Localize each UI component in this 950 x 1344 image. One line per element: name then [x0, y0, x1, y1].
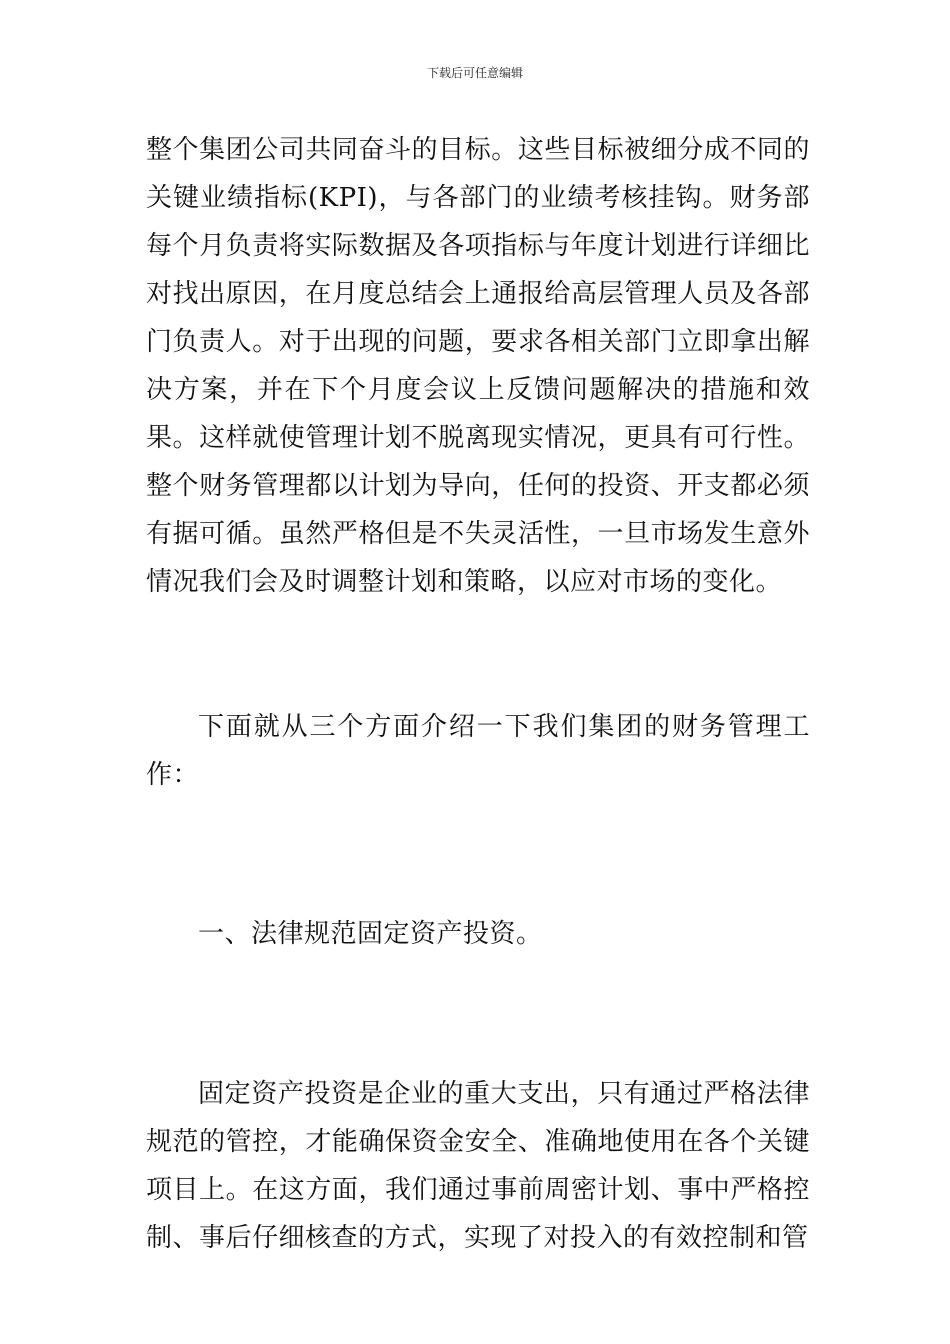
intro-paragraph: 下面就从三个方面介绍一下我们集团的财务管理工作： [146, 712, 810, 790]
body-paragraph-continuation: 整个集团公司共同奋斗的目标。这些目标被细分成不同的关键业绩指标(KPI)，与各部门的业绩考核挂钩。财务部每个月负责将实际数据及各项指标与年度计划进行详细比对找出原因，在月度总结会上通报给高层管理人员及各部门负责人。对于出现的问题，要求各相关部门立即拿出解决方案，并在下个月度会议上反馈问题解决的措施和效果。这样就使管理计划不脱离现实情况，更具有可行性。整个财务管理都以计划为导向，任何的投资、开支都必须有据可循。虽然严格但是不失灵活性，一旦市场发生意外情况我们会及时调整计划和策略，以应对市场的变化。 [146, 135, 810, 597]
document-body [146, 126, 810, 1262]
body-paragraph: 固定资产投资是企业的重大支出，只有通过严格法律规范的管控，才能确保资金安全、准确地使用在各个关键项目上。在这方面，我们通过事前周密计划、事中严格控制、事后仔细核查的方式，实现了对投入的有效控制和管 [146, 1079, 810, 1253]
section-heading: 一、法律规范固定资产投资。 [198, 919, 543, 949]
page-header: 下载后可任意编辑 [426, 66, 523, 80]
